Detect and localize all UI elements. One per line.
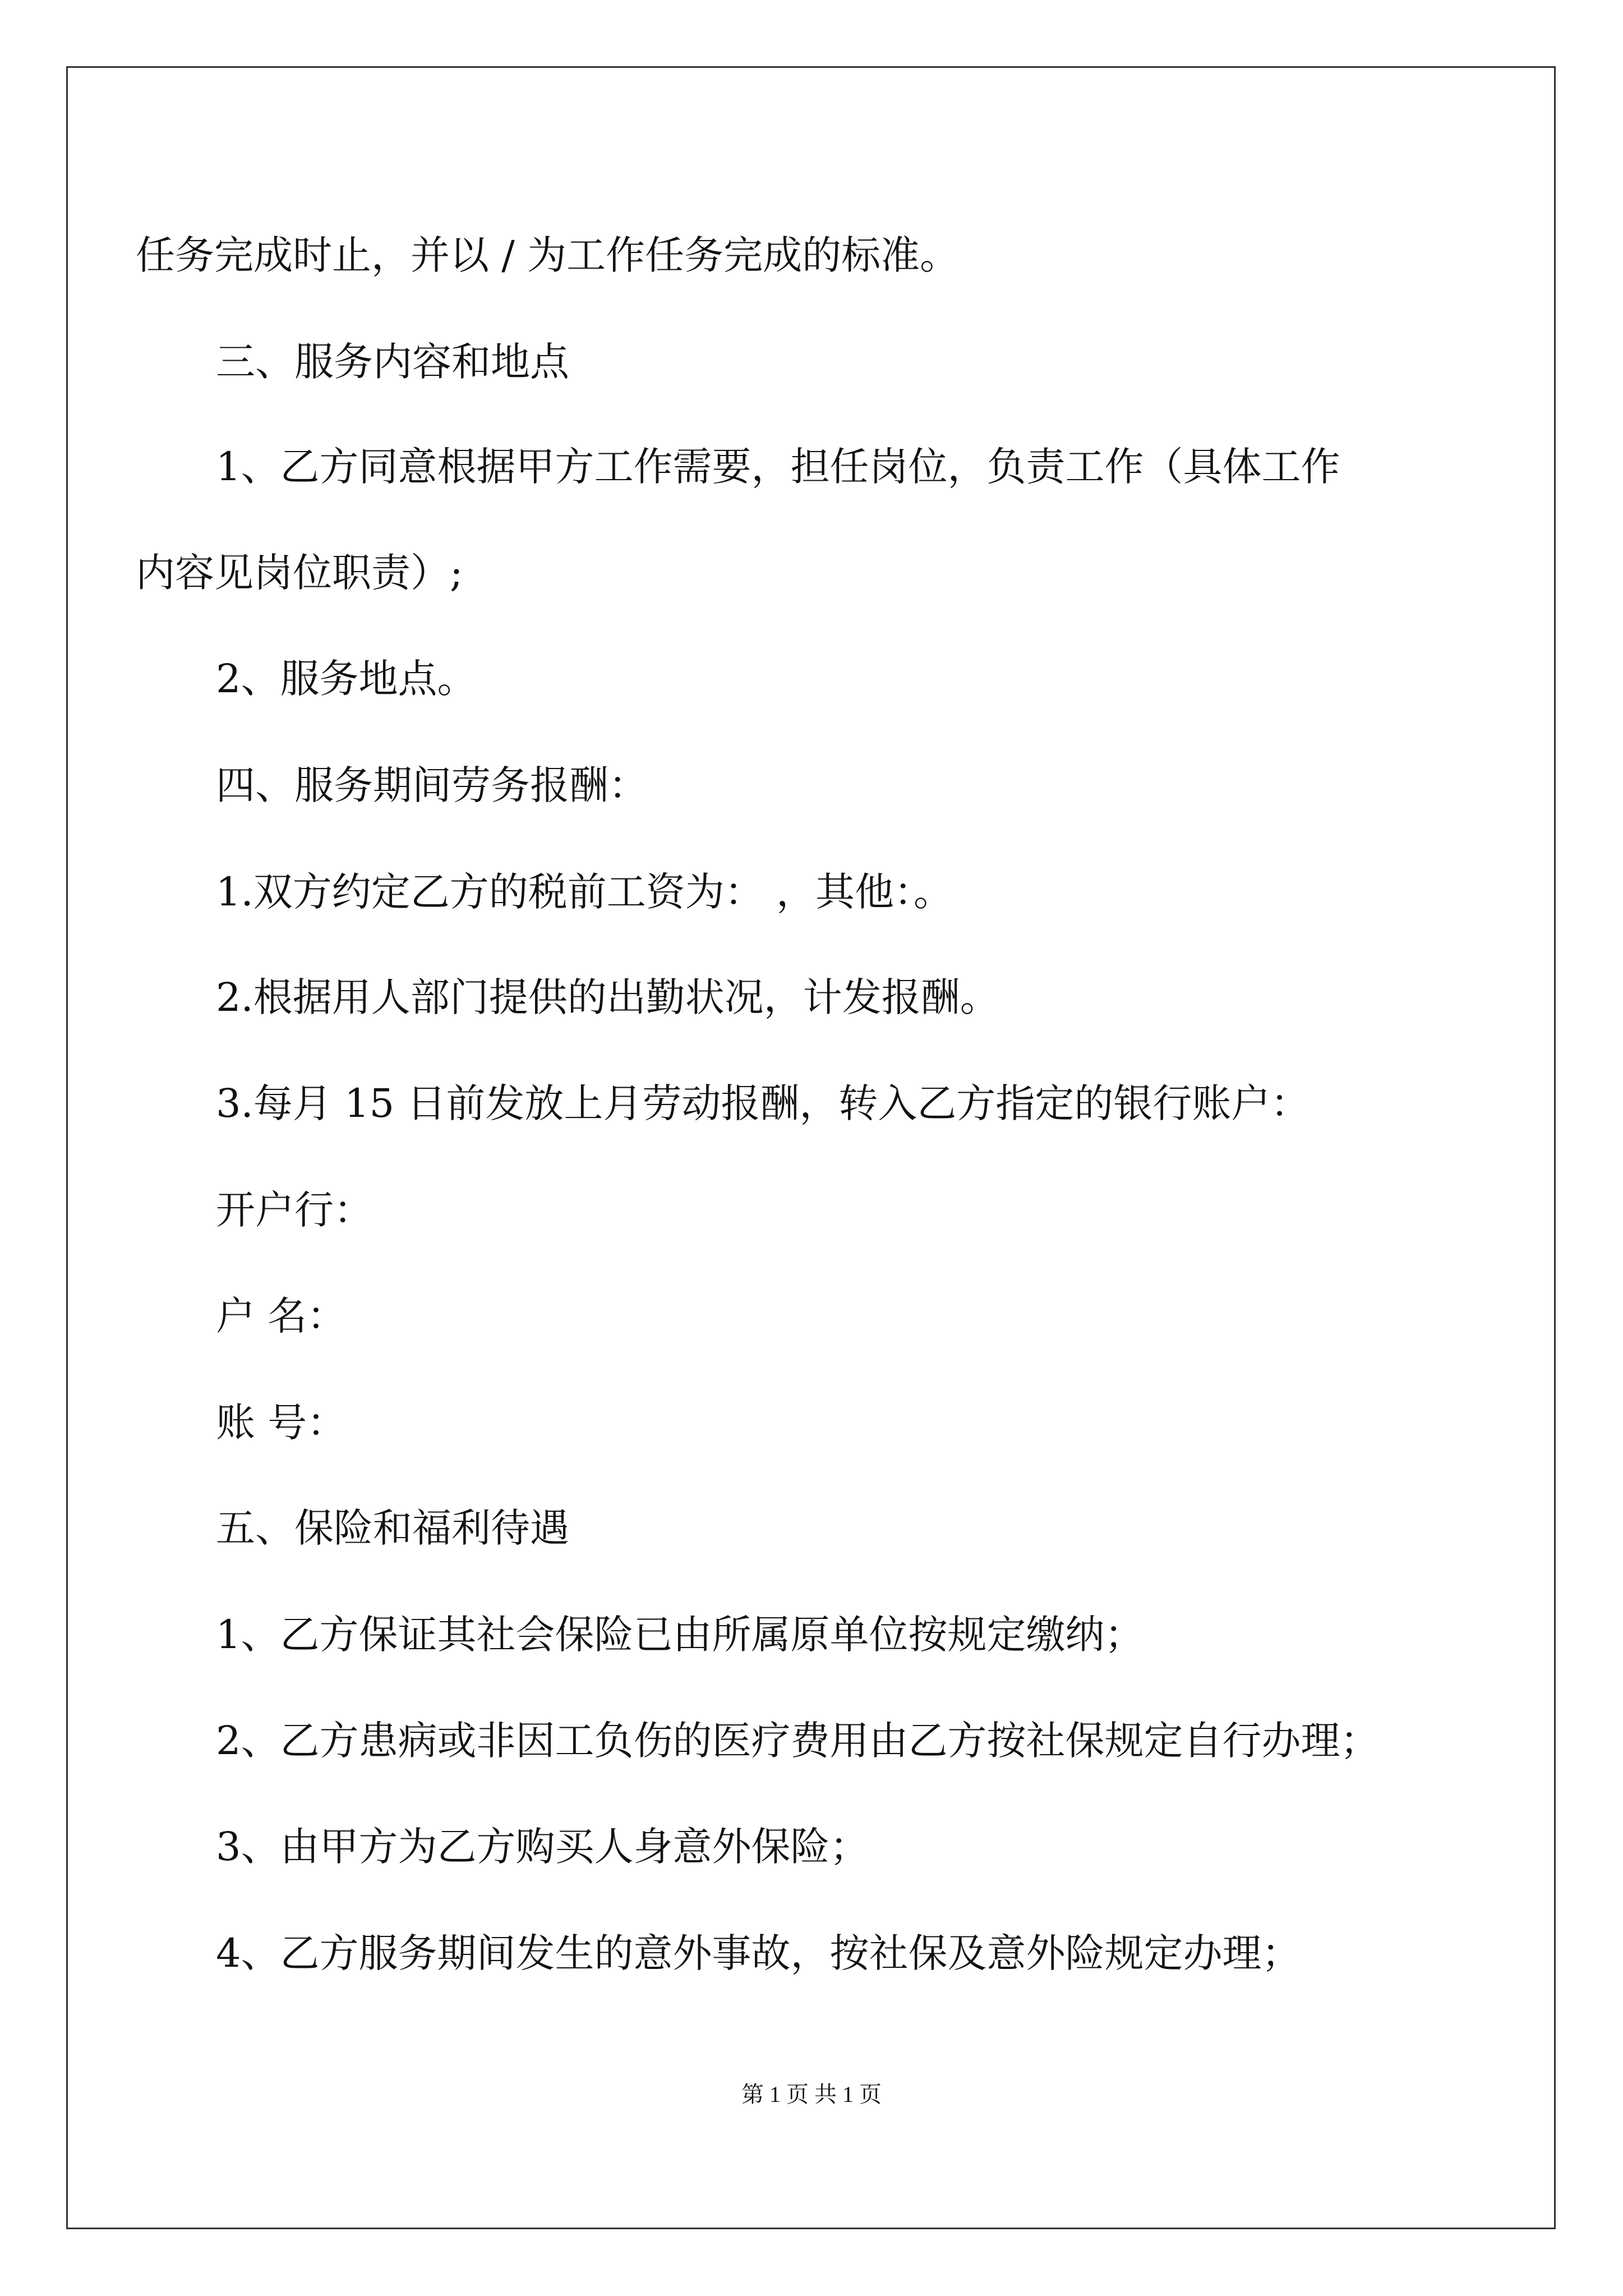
account-name-field: 户 名： <box>216 1293 347 1339</box>
bank-name-field: 开户行： <box>216 1187 373 1233</box>
section-heading-5: 五、保险和福利待遇 <box>216 1505 569 1551</box>
clause-3-1-continued: 内容见岗位职责）; <box>136 550 463 596</box>
section-heading-3: 三、服务内容和地点 <box>216 339 569 385</box>
text-line-continuation: 任务完成时止，并以 / 为工作任务完成的标准。 <box>136 232 960 278</box>
clause-5-2: 2、乙方患病或非因工负伤的医疗费用由乙方按社保规定自行办理； <box>216 1718 1380 1764</box>
page-border <box>66 66 1556 2229</box>
clause-5-3: 3、由甲方为乙方购买人身意外保险； <box>216 1824 869 1870</box>
clause-5-4: 4、乙方服务期间发生的意外事故，按社保及意外险规定办理； <box>216 1930 1301 1976</box>
account-number-field: 账 号： <box>216 1400 347 1446</box>
clause-3-1: 1、乙方同意根据甲方工作需要，担任岗位，负责工作（具体工作 <box>216 444 1340 490</box>
clause-4-2: 2.根据用人部门提供的出勤状况，计发报酬。 <box>216 974 999 1020</box>
page-number-footer: 第 1 页 共 1 页 <box>741 2082 882 2107</box>
clause-4-3: 3.每月 15 日前发放上月劳动报酬，转入乙方指定的银行账户： <box>216 1080 1310 1126</box>
clause-4-1: 1.双方约定乙方的税前工资为： ，其他：。 <box>216 869 953 915</box>
clause-3-2: 2、服务地点。 <box>216 656 477 702</box>
section-heading-4: 四、服务期间劳务报酬： <box>216 762 648 808</box>
clause-5-1: 1、乙方保证其社会保险已由所属原单位按规定缴纳； <box>216 1612 1144 1658</box>
